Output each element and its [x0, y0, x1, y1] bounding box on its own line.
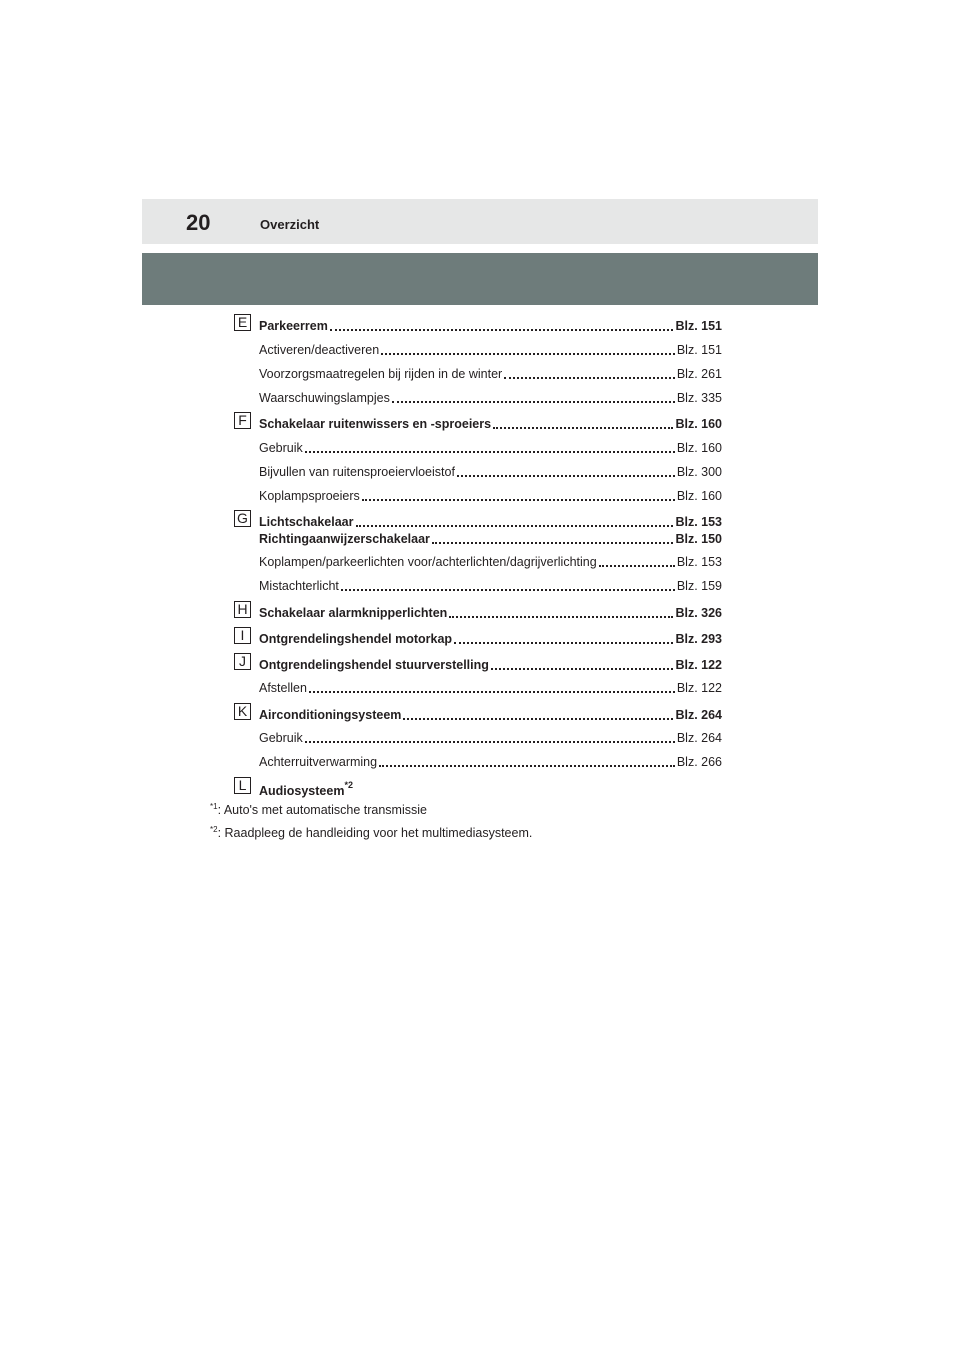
leader-dots	[330, 328, 674, 331]
leader-dots	[379, 764, 675, 767]
entry-label: Richtingaanwijzerschakelaar	[259, 532, 430, 546]
section-title: Overzicht	[260, 217, 320, 232]
index-entry[interactable]	[259, 676, 722, 696]
entry-label: Waarschuwingslampjes	[259, 391, 390, 405]
leader-dots	[504, 376, 675, 379]
footnote-mark: *1	[210, 802, 218, 811]
marker-f: F	[234, 412, 251, 429]
footnote-mark: *2	[210, 825, 218, 834]
page-number: 20	[186, 210, 211, 235]
entry-page: Blz. 264	[676, 731, 722, 745]
leader-dots	[305, 450, 675, 453]
entry-label: Koplampen/parkeerlichten voor/achterlichten/dagrijverlichting	[259, 555, 597, 569]
leader-dots	[599, 564, 675, 567]
index-entry[interactable]	[259, 703, 722, 723]
entry-page: Blz. 266	[676, 755, 722, 769]
marker-j: J	[234, 653, 251, 670]
leader-dots	[449, 615, 673, 618]
entry-page: Blz. 151	[676, 343, 722, 357]
index-entry[interactable]	[259, 386, 722, 406]
footnote-text: : Auto's met automatische transmissie	[217, 803, 427, 818]
entry-label: Mistachterlicht	[259, 579, 339, 593]
index-entry[interactable]	[259, 362, 722, 382]
audio-entry[interactable]	[259, 779, 353, 799]
entry-label: Activeren/deactiveren	[259, 343, 380, 357]
index-entry[interactable]	[259, 527, 722, 547]
index-entry[interactable]	[259, 750, 722, 770]
index-entry[interactable]	[259, 412, 722, 432]
entry-label: Bijvullen van ruitensproeiervloeistof	[259, 465, 455, 479]
marker-l: L	[234, 777, 251, 794]
leader-dots	[392, 400, 675, 403]
index-entry[interactable]	[259, 338, 722, 358]
entry-page: Blz. 122	[676, 681, 722, 695]
entry-label: Schakelaar alarmknipperlichten	[259, 606, 448, 620]
entry-page: Blz. 122	[675, 658, 722, 672]
leader-dots	[403, 717, 673, 720]
entry-page: Blz. 160	[676, 441, 722, 455]
entry-label: Gebruik	[259, 441, 303, 455]
marker-k: K	[234, 703, 251, 720]
index-entry[interactable]	[259, 550, 722, 570]
entry-page: Blz. 150	[675, 532, 722, 546]
leader-dots	[341, 588, 675, 591]
entry-page: Blz. 264	[675, 708, 722, 722]
entry-label: Parkeerrem	[259, 319, 328, 333]
footnote-1	[210, 799, 427, 818]
entry-page: Blz. 159	[676, 579, 722, 593]
entry-label: Ontgrendelingshendel stuurverstelling	[259, 658, 489, 672]
entry-label: Lichtschakelaar	[259, 515, 354, 529]
entry-label: Airconditioningsysteem	[259, 708, 402, 722]
entry-label: Audiosysteem	[259, 784, 345, 799]
index-entry[interactable]	[259, 601, 722, 621]
entry-page: Blz. 160	[675, 417, 722, 431]
marker-g: G	[234, 510, 251, 527]
footnote-2	[210, 822, 532, 841]
index-entry[interactable]	[259, 484, 722, 504]
footnote-text: : Raadpleeg de handleiding voor het multimediasysteem.	[217, 826, 533, 841]
index-entry[interactable]	[259, 574, 722, 594]
index-entry[interactable]	[259, 436, 722, 456]
entry-page: Blz. 153	[675, 515, 722, 529]
entry-page: Blz. 160	[676, 489, 722, 503]
entry-label: Voorzorgsmaatregelen bij rijden in de winter	[259, 367, 503, 381]
marker-i: I	[234, 627, 251, 644]
entry-label: Afstellen	[259, 681, 307, 695]
entry-label: Gebruik	[259, 731, 303, 745]
entry-page: Blz. 261	[676, 367, 722, 381]
footnote-ref: *2	[344, 780, 353, 790]
leader-dots	[454, 641, 673, 644]
index-entry[interactable]	[259, 627, 722, 647]
leader-dots	[362, 498, 675, 501]
index-entry[interactable]	[259, 726, 722, 746]
entry-page: Blz. 326	[675, 606, 722, 620]
index-entry[interactable]	[259, 653, 722, 673]
leader-dots	[493, 426, 673, 429]
entry-label: Schakelaar ruitenwissers en -sproeiers	[259, 417, 492, 431]
index-entry[interactable]	[259, 460, 722, 480]
entry-page: Blz. 300	[676, 465, 722, 479]
leader-dots	[309, 690, 675, 693]
entry-label: Koplampsproeiers	[259, 489, 360, 503]
leader-dots	[381, 352, 675, 355]
leader-dots	[457, 474, 675, 477]
entry-page: Blz. 293	[675, 632, 722, 646]
entry-label: Ontgrendelingshendel motorkap	[259, 632, 453, 646]
index-entry[interactable]	[259, 314, 722, 334]
entry-label: Achterruitverwarming	[259, 755, 378, 769]
marker-h: H	[234, 601, 251, 618]
entry-page: Blz. 335	[676, 391, 722, 405]
leader-dots	[491, 667, 674, 670]
entry-page: Blz. 153	[676, 555, 722, 569]
leader-dots	[305, 740, 675, 743]
marker-e: E	[234, 314, 251, 331]
entry-page: Blz. 151	[675, 319, 722, 333]
leader-dots	[432, 541, 674, 544]
